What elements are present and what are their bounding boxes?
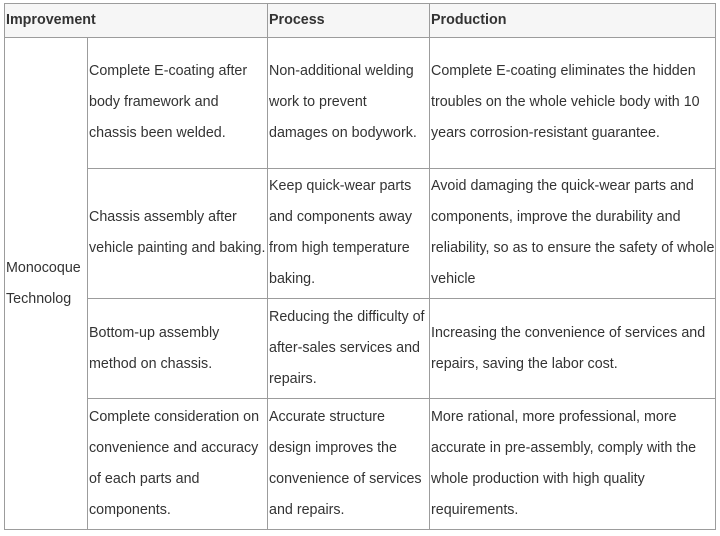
table-row: [5, 38, 716, 168]
table-row: [5, 399, 716, 530]
process-cell: Keep quick-wear parts and components away from high temperature baking.: [268, 168, 430, 298]
header-improvement: Improvement: [5, 4, 268, 38]
production-cell: More rational, more professional, more accurate in pre-assembly, comply with the whole production with high quality requirements.: [430, 399, 716, 530]
header-process: Process: [268, 4, 430, 38]
improvement-table: [4, 3, 716, 530]
table-row: [5, 168, 716, 298]
process-cell: Reducing the difficulty of after-sales services and repairs.: [268, 299, 430, 399]
category-cell: [5, 38, 88, 530]
improvement-cell: Complete E-coating after body framework and chassis been welded.: [88, 38, 268, 168]
production-cell: Avoid damaging the quick-wear parts and components, improve the durability and reliability, so as to ensure the safety of whole vehicle: [430, 168, 716, 298]
improvement-cell: Complete consideration on convenience and accuracy of each parts and components.: [88, 399, 268, 530]
category-label-line1: Monocoque: [6, 259, 81, 276]
category-label-line2: Technolog: [6, 290, 72, 307]
improvement-cell: Chassis assembly after vehicle painting and baking.: [88, 168, 268, 298]
header-row: [5, 4, 716, 38]
production-cell: Increasing the convenience of services and repairs, saving the labor cost.: [430, 299, 716, 399]
improvement-cell: Bottom-up assembly method on chassis.: [88, 299, 268, 399]
process-cell: Accurate structure design improves the convenience of services and repairs.: [268, 399, 430, 530]
header-production: Production: [430, 4, 716, 38]
process-cell: Non-additional welding work to prevent damages on bodywork.: [268, 38, 430, 168]
table-row: [5, 299, 716, 399]
production-cell: Complete E-coating eliminates the hidden troubles on the whole vehicle body with 10 years corrosion-resistant guarantee.: [430, 38, 716, 168]
